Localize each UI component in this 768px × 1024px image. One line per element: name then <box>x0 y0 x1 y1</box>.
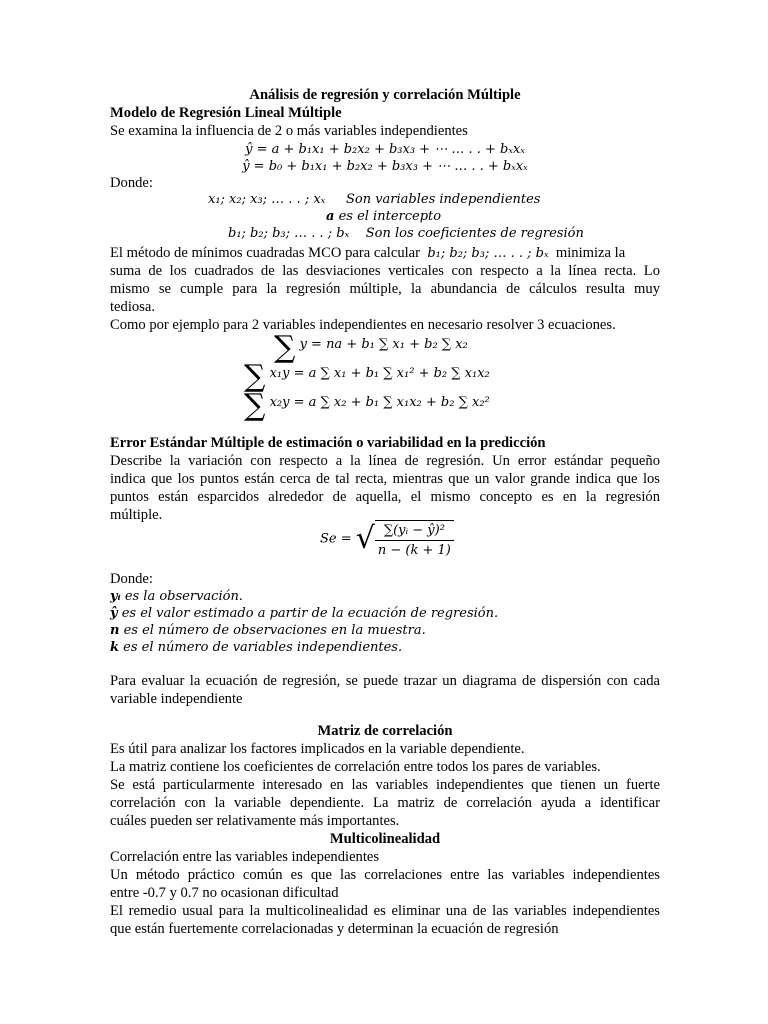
error-line-2: indica que los puntos están cerca de tal recta, mientras que un valor grande indica que los <box>110 471 660 487</box>
multi-line-5: que están fuertemente correlacionadas y determinan la ecuación de regresión <box>110 921 559 937</box>
normal-equation-1: ∑ y = na + b₁ ∑ x₁ + b₂ ∑ x₂ <box>274 330 468 365</box>
equation-regression-b0: ŷ = b₀ + b₁x₁ + b₂x₂ + b₃x₃ + ⋯ … . . + bₓxₓ <box>242 159 528 174</box>
example-text: Como por ejemplo para 2 variables independientes en necesario resolver 3 ecuaciones. <box>110 317 616 333</box>
error-line-1: Describe la variación con respecto a la línea de regresión. Un error estándar pequeño <box>110 453 660 469</box>
matriz-line-4: correlación con la variable dependiente. La matriz de correlación ayuda a identificar <box>110 795 660 811</box>
section-heading-modelo: Modelo de Regresión Lineal Múltiple <box>110 105 342 121</box>
matriz-line-5: cuáles pueden ser relativamente más importantes. <box>110 813 400 829</box>
error-line-4: múltiple. <box>110 507 163 523</box>
def-estimated-value: ŷ es el valor estimado a partir de la ecuación de regresión. <box>110 606 499 621</box>
equation-regression-a: ŷ = a + b₁x₁ + b₂x₂ + b₃x₃ + ⋯ … . . + bₓxₓ <box>245 142 525 157</box>
document-title: Análisis de regresión y correlación Múltiple <box>249 87 521 103</box>
multi-line-3: entre -0.7 y 0.7 no ocasionan dificultad <box>110 885 339 901</box>
normal-equation-3: ∑ x₂y = a ∑ x₂ + b₁ ∑ x₁x₂ + b₂ ∑ x₂² <box>244 388 490 423</box>
section-heading-multicolinealidad: Multicolinealidad <box>329 831 441 847</box>
section-heading-error: Error Estándar Múltiple de estimación o variabilidad en la predicción <box>110 435 546 451</box>
section-heading-matriz: Matriz de correlación <box>317 723 453 739</box>
multi-line-2: Un método práctico común es que las correlaciones entre las variables independientes <box>110 867 660 883</box>
scatter-line-2: variable independiente <box>110 691 243 707</box>
mco-line-3: mismo se cumple para la regresión múltiple, la abundancia de cálculos resulta muy <box>110 281 660 297</box>
error-line-3: puntos están esparcidos alrededor de aquella, el mismo concepto es en la regresión <box>110 489 660 505</box>
definition-x-vars: x₁; x₂; x₃; … . . ; xₓ Son variables independientes <box>208 192 541 207</box>
normal-equation-2: ∑ x₁y = a ∑ x₁ + b₁ ∑ x₁² + b₂ ∑ x₁x₂ <box>244 359 490 394</box>
standard-error-formula: Se = √ $\frac{\text{∑(yᵢ − ŷ)²}}{n - (k + 1)}$ <box>320 519 454 559</box>
matriz-line-2: La matriz contiene los coeficientes de correlación entre todos los pares de variables. <box>110 759 601 775</box>
matriz-line-3: Se está particularmente interesado en las variables independientes que tienen un fuerte <box>110 777 660 793</box>
mco-line-4: tediosa. <box>110 299 155 315</box>
donde-label-2: Donde: <box>110 571 153 587</box>
definition-intercept: a es el intercepto <box>326 209 442 224</box>
mco-line-2: suma de los cuadrados de las desviaciones verticales con respecto a la línea recta. Lo <box>110 263 660 279</box>
scatter-line-1: Para evaluar la ecuación de regresión, se puede trazar un diagrama de dispersión con cada <box>110 673 660 689</box>
multi-line-1: Correlación entre las variables independientes <box>110 849 380 865</box>
def-n-observations: n es el número de observaciones en la muestra. <box>110 623 426 638</box>
multi-line-4: El remedio usual para la multicolinealidad es eliminar una de las variables independientes <box>110 903 660 919</box>
def-observation: yᵢ es la observación. <box>110 589 243 604</box>
def-k-variables: k es el número de variables independientes. <box>110 640 403 655</box>
intro-text: Se examina la influencia de 2 o más variables independientes <box>110 123 468 139</box>
mco-line-1: El método de mínimos cuadradas MCO para calcular b₁; b₂; b₃; … . . ; bₓ minimiza la <box>110 245 626 261</box>
definition-coefficients: b₁; b₂; b₃; … . . ; bₓ Son los coeficientes de regresión <box>228 226 584 241</box>
matriz-line-1: Es útil para analizar los factores implicados en la variable dependiente. <box>110 741 525 757</box>
donde-label: Donde: <box>110 175 153 191</box>
